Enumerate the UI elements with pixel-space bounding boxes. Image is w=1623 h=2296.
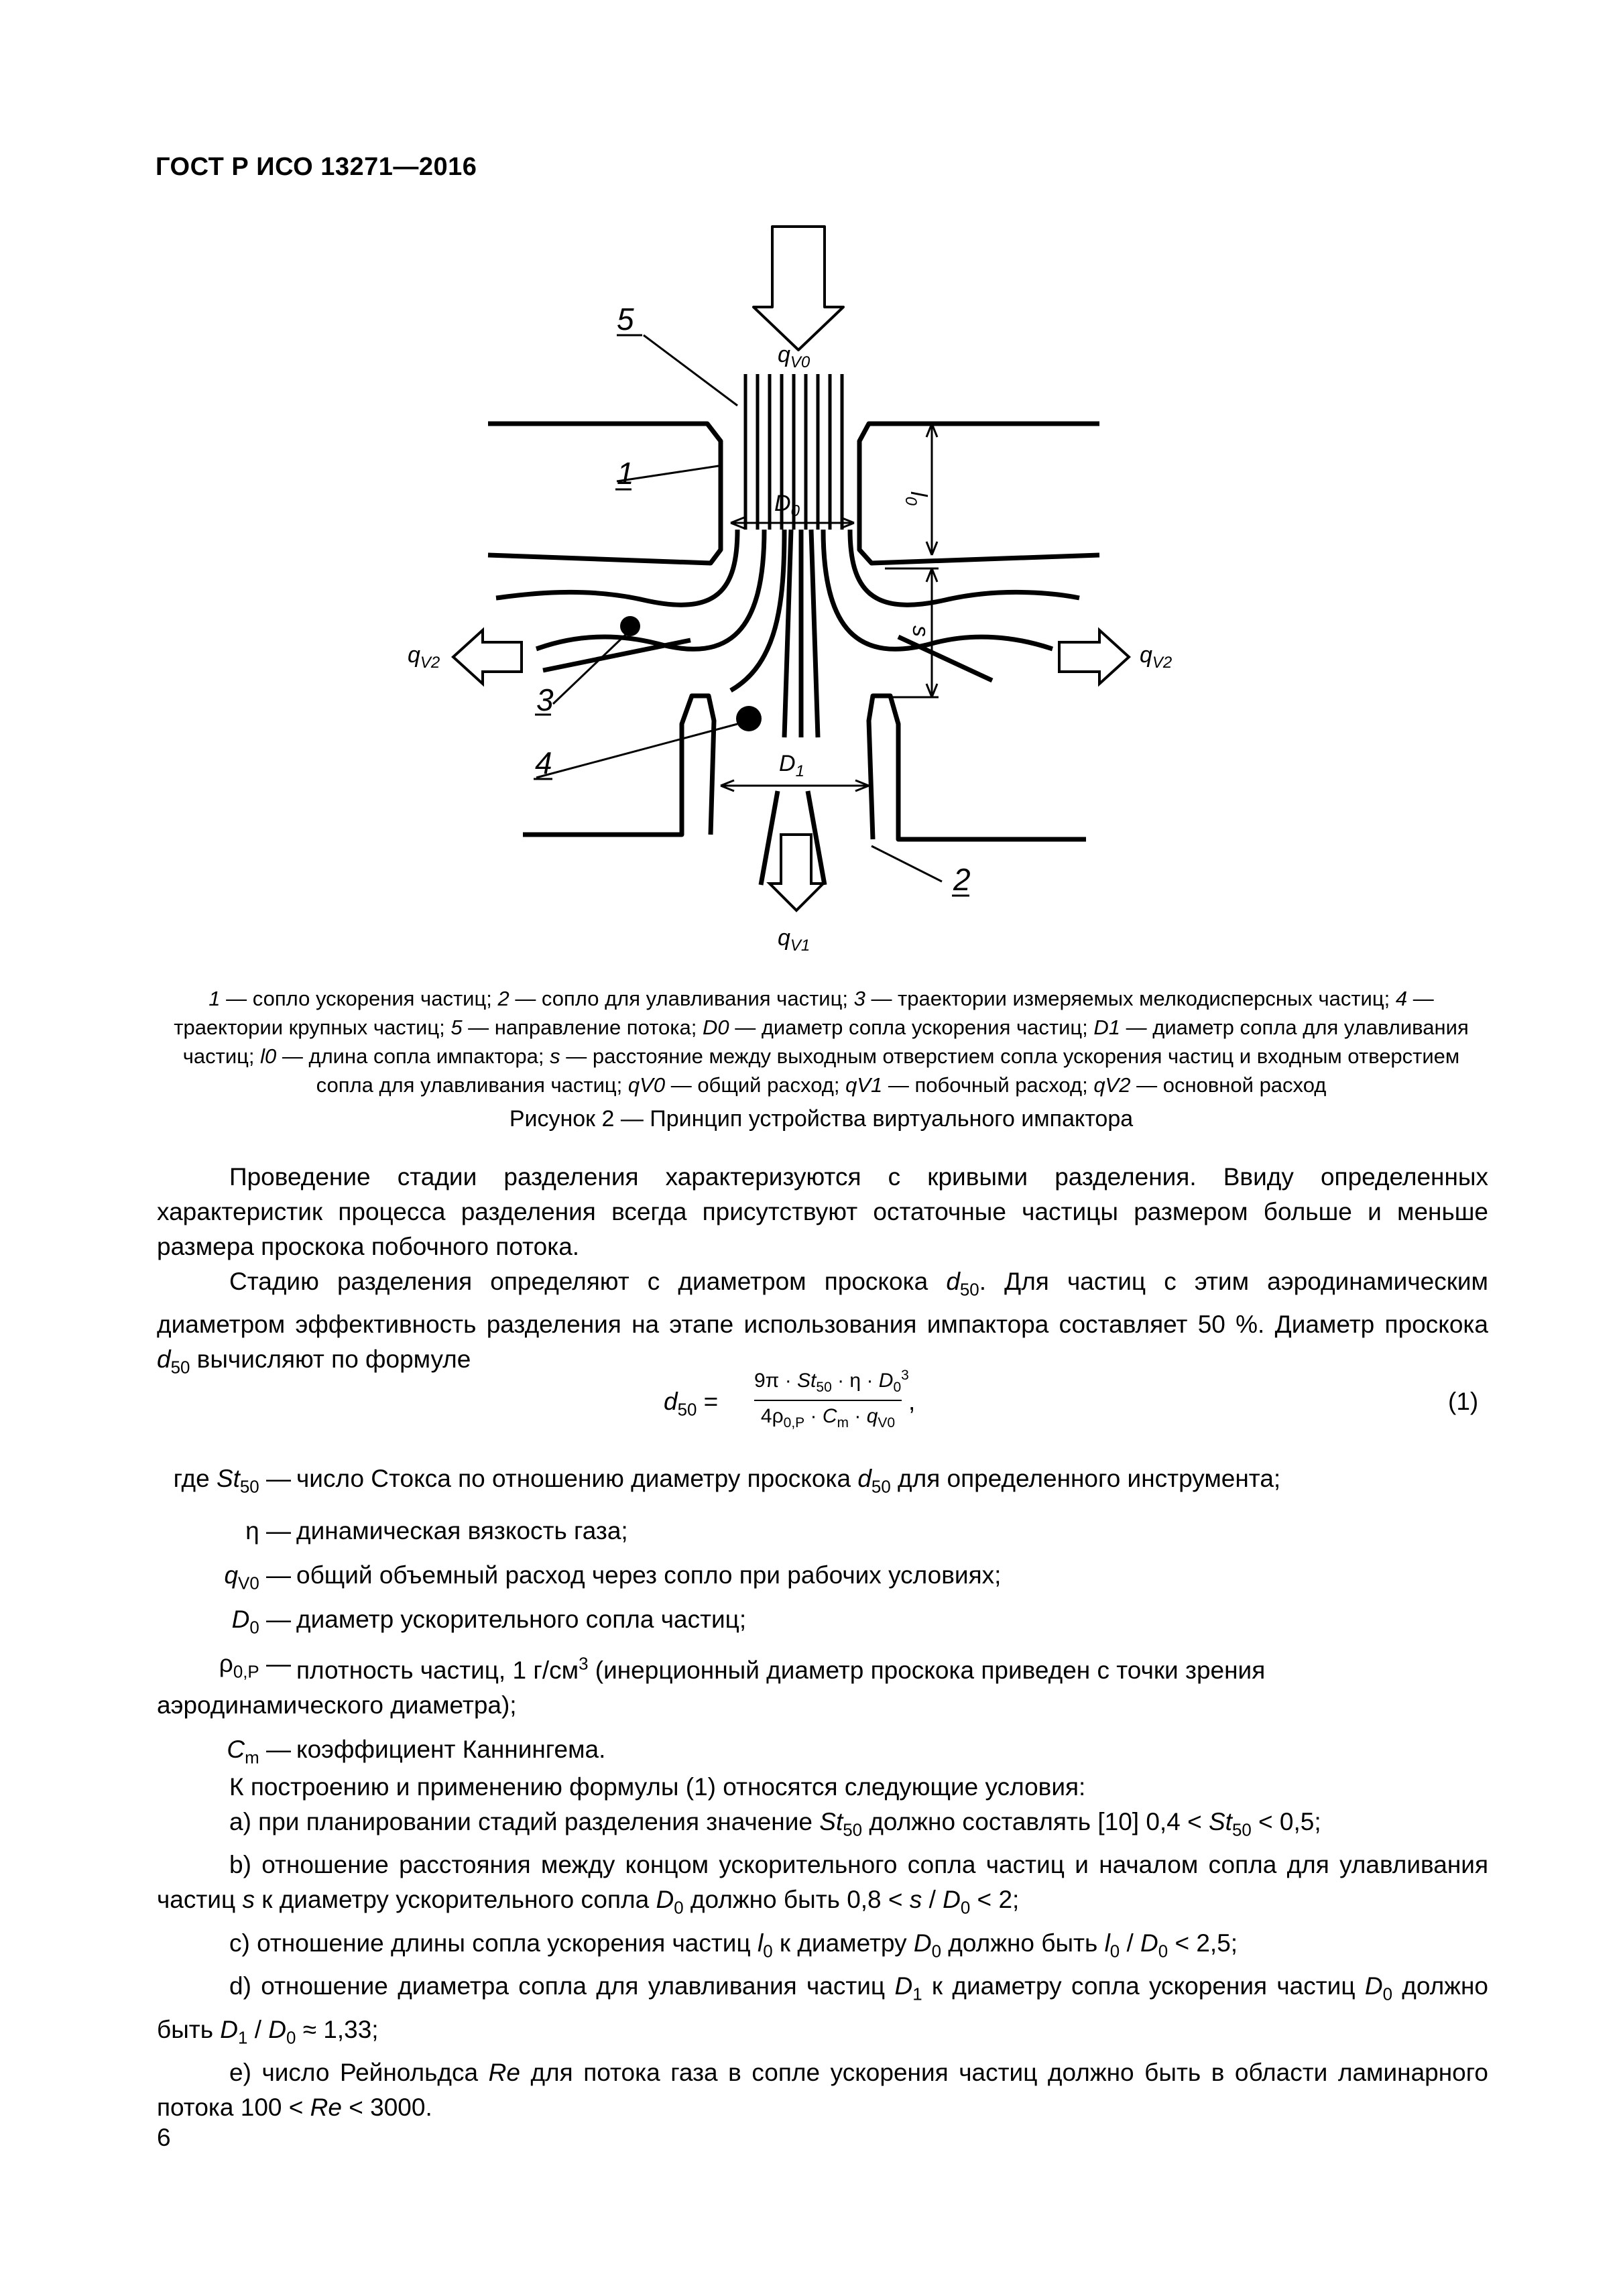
virtual-impactor-diagram — [0, 0, 1623, 972]
acceleration-nozzle-left — [488, 424, 721, 563]
conditions-list — [157, 1770, 1488, 2125]
condition-b: b) отношение расстояния между концом ускорительного сопла частиц и началом сопла для улавливания частиц s к диаметру ускорительного сопла $D_0$ должно быть $0,8 < s / D_0 < 2$; — [157, 1851, 1488, 1918]
definition-row: где $St_{50}$ — число Стокса по отношению диаметру проскока $d_{50}$ для определенного инструмента; — [173, 1465, 1281, 1497]
figure-caption: Рисунок 2 — Принцип устройства виртуального импактора — [509, 1106, 1134, 1132]
formula-numerator: $9\pi \cdot St_{50} \cdot \eta \cdot D_0^3$ — [754, 1368, 902, 1401]
condition-d: d) отношение диаметра сопла для улавливания частиц $D_1$ к диаметру сопла ускорения частиц $D_0$ должно быть $D_1 / D_0 \approx 1,33$; — [157, 1972, 1488, 2047]
acceleration-nozzle-right — [859, 424, 1099, 563]
svg-text:l0: $l_0$ — [902, 491, 931, 505]
page-number: 6 — [157, 2124, 171, 2151]
condition-e: е) число Рейнольдса Re для потока газа в сопле ускорения частиц должно быть в области ламинарного потока 100 < Re < 3000. — [157, 2058, 1488, 2121]
collection-nozzle-right — [869, 696, 1086, 839]
definition-row: $\rho_{0,P}$ — плотность частиц, 1 $г/см^3$ (инерционный диаметр проскока приведен с точки зрения аэродинамического диаметра); — [157, 1650, 1266, 1719]
callout-5: 5 — [617, 302, 634, 337]
condition-a: а) при планировании стадий разделения значение $St_{50}$ должно составлять [10] $0,4 < St_{50} < 0,5$; — [229, 1808, 1321, 1840]
conditions-intro: К построению и применению формулы (1) относятся следующие условия: — [229, 1773, 1086, 1801]
svg-text:s: s — [908, 625, 933, 637]
condition-c: с) отношение длины сопла ускорения частиц $l_0$ к диаметру $D_0$ должно быть $l_0 / D_0 < 2,5$; — [229, 1929, 1238, 1961]
callout-1: 1 — [617, 456, 634, 491]
legend-text: 1 — сопло ускорения частиц; 2 — сопло для улавливания частиц; 3 — траектории измеряемых мелкодисперсных частиц; 4 — траектории крупных частиц; 5 — направление потока; D0 — диаметр сопла ускорения частиц; D1 — диаметр сопла для улавливания частиц; l0 — длина сопла импактора; s — расстояние между выходным отверстием сопла ускорения частиц и входным отверстием сопла для улавливания частиц; qV0 — общий расход; qV1 — побочный расход; qV2 — основной расход — [174, 987, 1469, 1097]
figure-legend — [168, 984, 1475, 1099]
fine-particle — [620, 616, 640, 636]
svg-text:qV2: $q_{V2}$ — [408, 642, 440, 672]
definition-row: $q_{V0}$ — общий объемный расход через сопло при рабочих условиях; — [224, 1561, 1002, 1593]
coarse-particle — [736, 706, 762, 731]
callout-3: 3 — [536, 682, 554, 717]
definition-row: $D_0$ — диаметр ускорительного сопла частиц; — [231, 1606, 747, 1638]
definition-row: η — динамическая вязкость газа; — [245, 1517, 628, 1545]
definitions-list — [157, 1461, 1488, 1776]
formula-denominator: $4\rho_{0,P} \cdot C_m \cdot q_{V0}$ — [760, 1405, 896, 1431]
inlet-arrow — [754, 227, 843, 350]
equation-number: (1) — [1448, 1388, 1479, 1415]
definition-row: $C_m$ — коэффициент Каннингема. — [227, 1735, 606, 1768]
svg-text:D1: $D_1$ — [779, 751, 804, 780]
svg-text:qV0: $q_{V0}$ — [778, 342, 810, 371]
callout-2: 2 — [953, 862, 971, 897]
outlet-arrow-right — [1059, 630, 1129, 684]
formula-1: $d_{50}$ = $\frac{9\pi \cdot St_{50} \cdot \eta \cdot D_0^3}{4\rho_{0,P} \cdot C_m \cdot q_{V0}}$ , — [664, 1368, 916, 1431]
document-header: ГОСТ Р ИСО 13271—2016 — [156, 153, 477, 181]
svg-text:D0: $D_0$ — [774, 491, 800, 520]
body-paragraphs — [157, 1160, 1488, 1386]
outlet-arrow-bottom — [770, 835, 823, 910]
svg-text:qV2: $q_{V2}$ — [1140, 642, 1173, 672]
callout-4: 4 — [535, 745, 552, 780]
outlet-arrow-left — [453, 630, 522, 684]
paragraph-2: Стадию разделения определяют с диаметром проскока $d_{50}$. Для частиц с этим аэродинамическим диаметром эффективность разделения на этапе использования импактора составляет 50 %. Диаметр проскока $d_{50}$ вычисляют по формуле — [157, 1268, 1488, 1378]
svg-text:qV1: $q_{V1}$ — [778, 925, 810, 955]
paragraph-1: Проведение стадии разделения характеризуются с кривыми разделения. Ввиду определенных характеристик процесса разделения всегда присутствуют остаточные частицы размером больше и меньше размера проскока побочного потока. — [157, 1163, 1488, 1260]
